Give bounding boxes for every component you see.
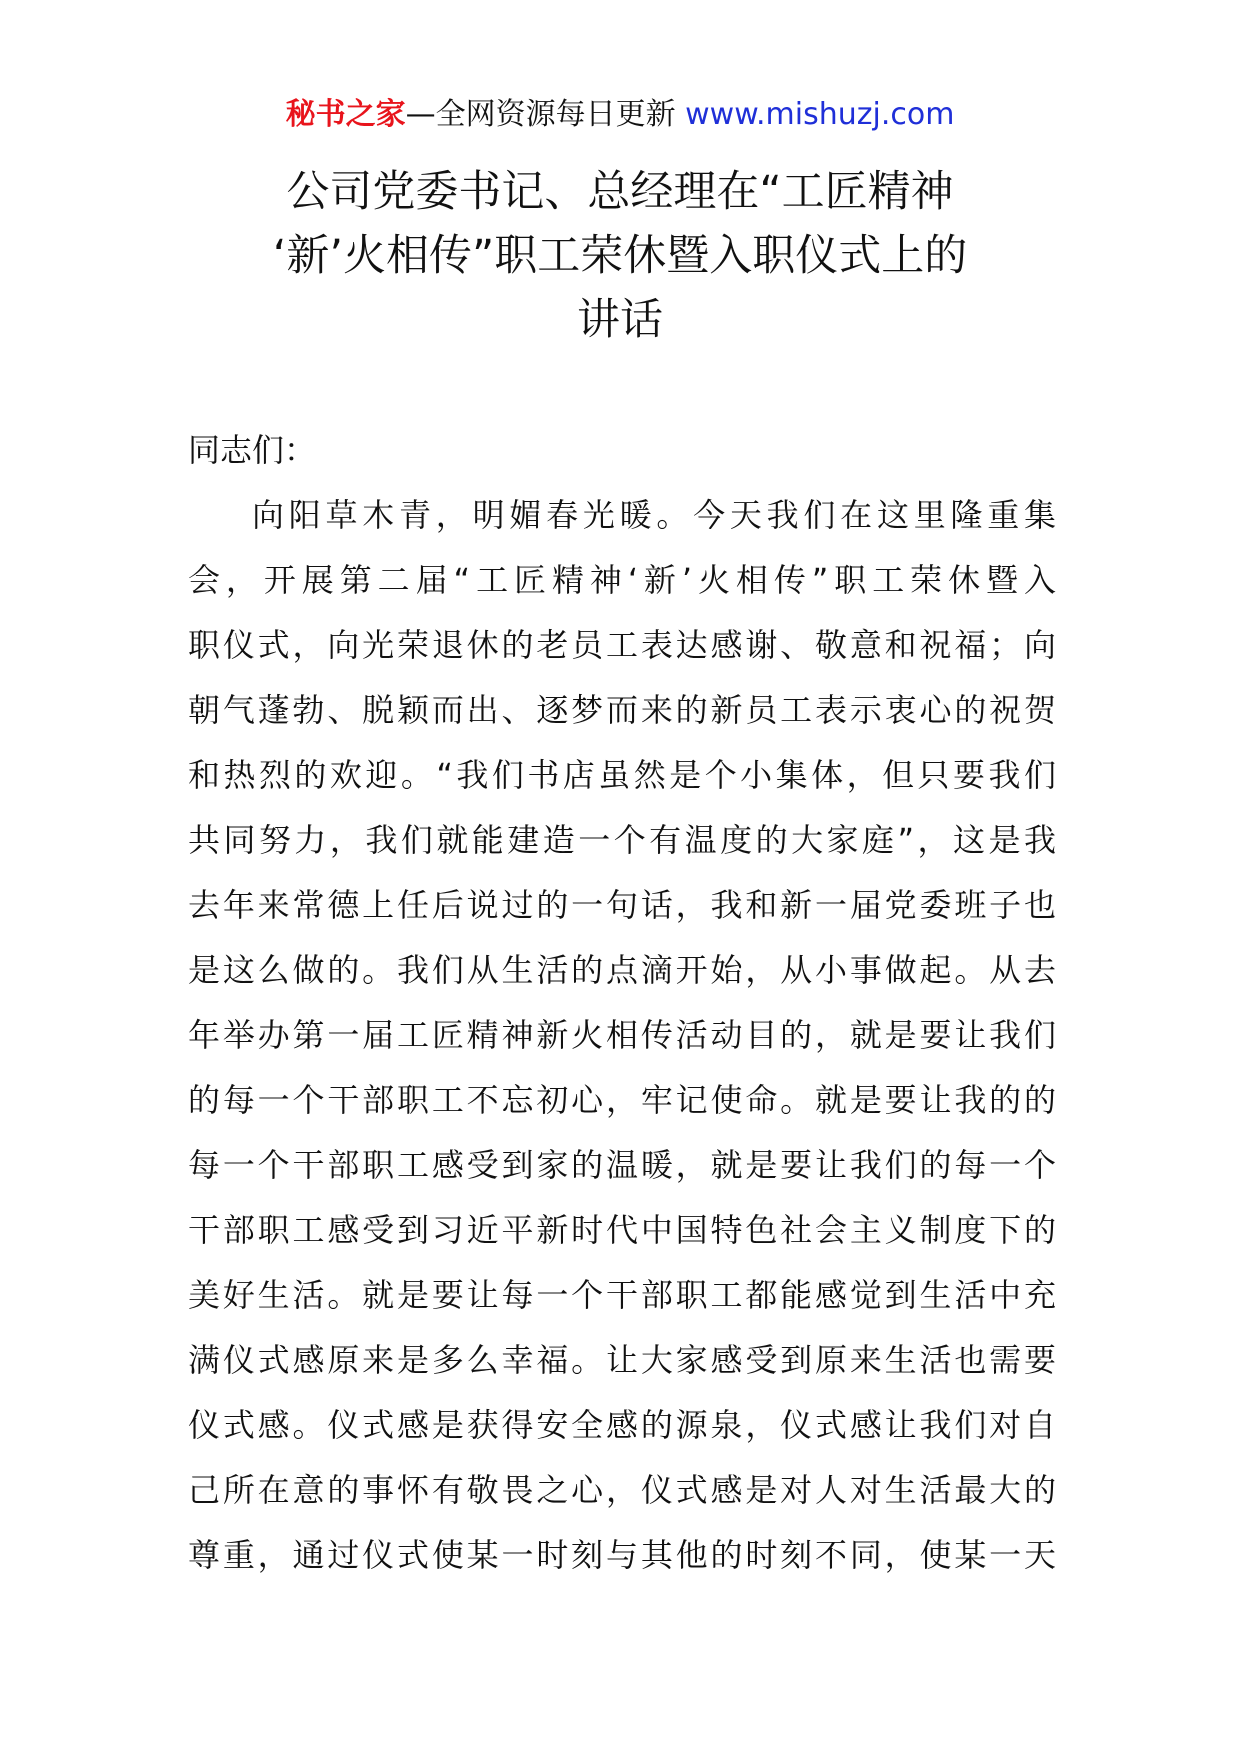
body-line: 职仪式，向光荣退休的老员工表达感谢、敬意和祝福；向 bbox=[188, 626, 1056, 664]
site-header bbox=[0, 95, 1240, 135]
title-line: 讲话 bbox=[577, 295, 663, 345]
body-line: 年举办第一届工匠精神新火相传活动目的，就是要让我们 bbox=[188, 1016, 1056, 1054]
body-line: 和热烈的欢迎。“我们书店虽然是个小集体，但只要我们 bbox=[188, 756, 1056, 794]
body-line: 美好生活。就是要让每一个干部职工都能感觉到生活中充 bbox=[188, 1276, 1056, 1314]
body-line: 向阳草木青，明媚春光暖。今天我们在这里隆重集 bbox=[252, 496, 1056, 534]
salutation: 同志们： bbox=[188, 431, 317, 469]
title-line: ‘新’火相传”职工荣休暨入职仪式上的 bbox=[272, 231, 968, 281]
body-paragraph bbox=[188, 483, 1056, 1588]
brand-name: 秘书之家 bbox=[285, 97, 406, 132]
body-line: 去年来常德上任后说过的一句话，我和新一届党委班子也 bbox=[188, 886, 1056, 924]
header-tagline: —全网资源每日更新 bbox=[405, 97, 676, 132]
body-line: 每一个干部职工感受到家的温暖，就是要让我们的每一个 bbox=[188, 1146, 1056, 1184]
body-line: 干部职工感受到习近平新时代中国特色社会主义制度下的 bbox=[188, 1211, 1056, 1249]
document-body bbox=[188, 418, 1056, 1588]
body-line: 满仪式感原来是多么幸福。让大家感受到原来生活也需要 bbox=[188, 1341, 1056, 1379]
body-line: 尊重，通过仪式使某一时刻与其他的时刻不同，使某一天 bbox=[188, 1536, 1056, 1574]
site-url-link[interactable]: www.mishuzj.com bbox=[685, 97, 955, 132]
body-line: 是这么做的。我们从生活的点滴开始，从小事做起。从去 bbox=[188, 951, 1056, 989]
body-line: 仪式感。仪式感是获得安全感的源泉，仪式感让我们对自 bbox=[188, 1406, 1056, 1444]
body-line: 共同努力，我们就能建造一个有温度的大家庭”，这是我 bbox=[188, 821, 1056, 859]
body-line: 的每一个干部职工不忘初心，牢记使命。就是要让我的的 bbox=[188, 1081, 1056, 1119]
body-line: 己所在意的事怀有敬畏之心，仪式感是对人对生活最大的 bbox=[188, 1471, 1056, 1509]
body-line: 会，开展第二届“工匠精神‘新’火相传”职工荣休暨入 bbox=[188, 561, 1056, 599]
document-title bbox=[150, 160, 1090, 352]
title-line: 公司党委书记、总经理在“工匠精神 bbox=[286, 167, 954, 217]
body-line: 朝气蓬勃、脱颖而出、逐梦而来的新员工表示衷心的祝贺 bbox=[188, 691, 1056, 729]
